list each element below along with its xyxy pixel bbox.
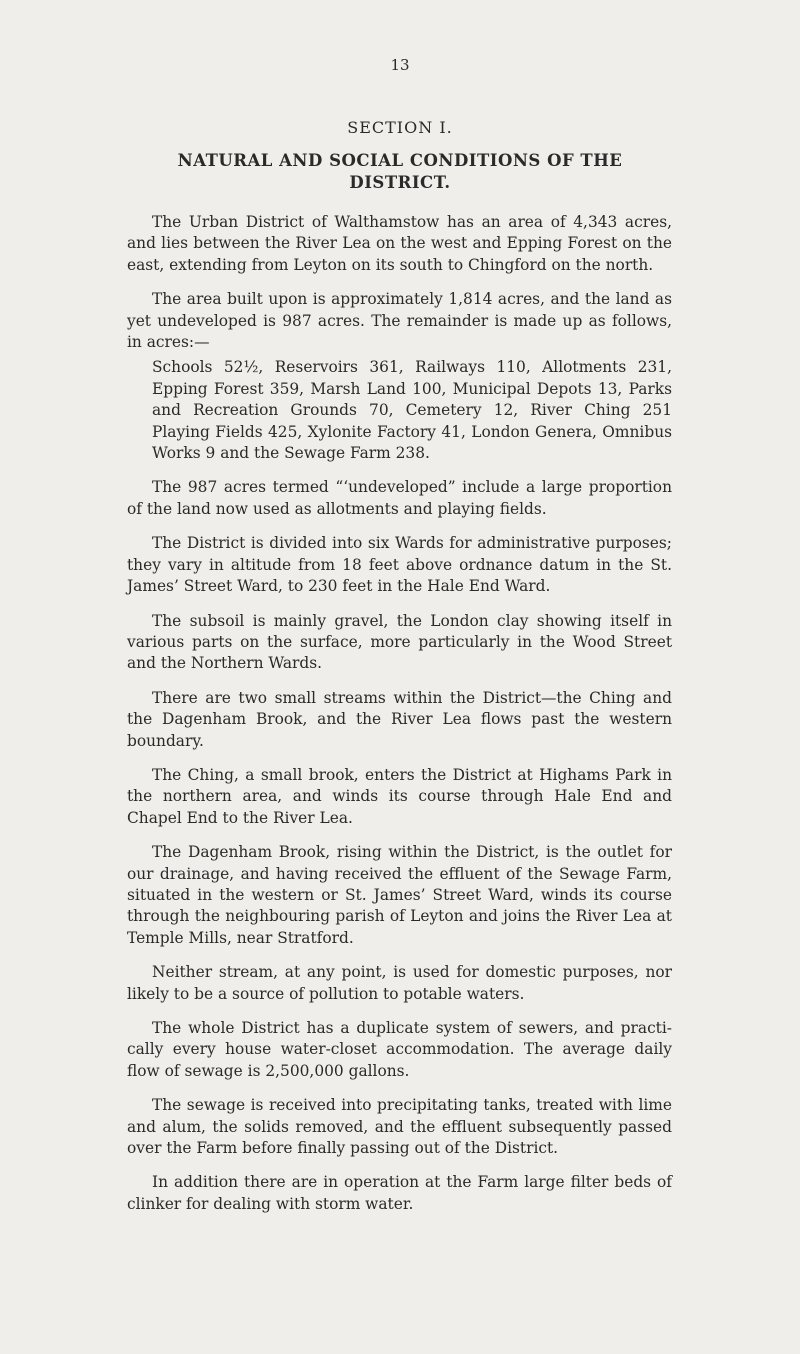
paragraph-dagenham-brook: The Dagenham Brook, rising within the District, is the outlet for our drainage, and having received the effluent of the Sewage Farm, situated in the western or St. James’ Street Ward, winds its course through the neighbouring parish of Leyton and joins the River Lea at Temple Mills, near Stratford.	[127, 843, 672, 947]
paragraph-sewage-treatment: The sewage is received into precipitating tanks, treated with lime and alum, the solids removed, and the effluent subsequently passed over the Farm before finally passing out of the District.	[127, 1096, 672, 1158]
paragraph-sewers: The whole District has a duplicate system of sewers, and practi- cally every house water-closet accommodation. The average daily flow of sewage is 2,500,000 gallons.	[127, 1019, 672, 1080]
paragraph-wards: The District is divided into six Wards for administrative purposes; they vary in altitude from 18 feet above ordnance datum in the St. James’ Street Ward, to 230 feet in the Hale End Ward.	[127, 534, 672, 596]
paragraph-undeveloped: The 987 acres termed “‘undeveloped” include a large proportion of the land now used as allotments and playing fields.	[127, 478, 672, 518]
paragraph-streams: There are two small streams within the District—the Ching and the Dagenham Brook, and the River Lea flows past the western boundary.	[127, 688, 672, 750]
paragraph-subsoil: The subsoil is mainly gravel, the London clay showing itself in various parts on the surface, more particularly in the Wood Street and the Northern Wards.	[127, 611, 672, 673]
paragraph-built-area: The area built upon is approximately 1,814 acres, and the land as yet undeveloped is 987 acres. The remainder is made up as follows, in acres:—	[127, 290, 672, 352]
paragraph-filter-beds: In addition there are in operation at the Farm large filter beds of clinker for dealing with storm water.	[127, 1173, 672, 1213]
section-label: SECTION I.	[347, 118, 453, 137]
paragraph-ching: The Ching, a small brook, enters the District at Highams Park in the northern area, and winds its course through Hale End and Chapel End to the River Lea.	[127, 765, 672, 827]
section-title: NATURAL AND SOCIAL CONDITIONS OF THE DISTRICT.	[177, 151, 623, 192]
paragraph-pollution: Neither stream, at any point, is used for domestic purposes, nor likely to be a source of pollution to potable waters.	[127, 963, 672, 1003]
body-text	[127, 212, 672, 1228]
paragraph-acreage-list: Schools 52½, Reservoirs 361, Railways 110, Allotments 231, Epping Forest 359, Marsh Land 100, Municipal Depots 13, Parks and Recreation Grounds 70, Cemetery 12, River Ching 251 Playing Fields 425, Xylonite Factory 41, London Genera, Omnibus Works 9 and the Sewage Farm 238.	[152, 358, 672, 463]
page-number: 13	[390, 56, 410, 74]
paragraph-area: The Urban District of Walthamstow has an area of 4,343 acres, and lies between the River Lea on the west and Epping Forest on the east, extending from Leyton on its south to Chingford on the north.	[127, 213, 672, 274]
